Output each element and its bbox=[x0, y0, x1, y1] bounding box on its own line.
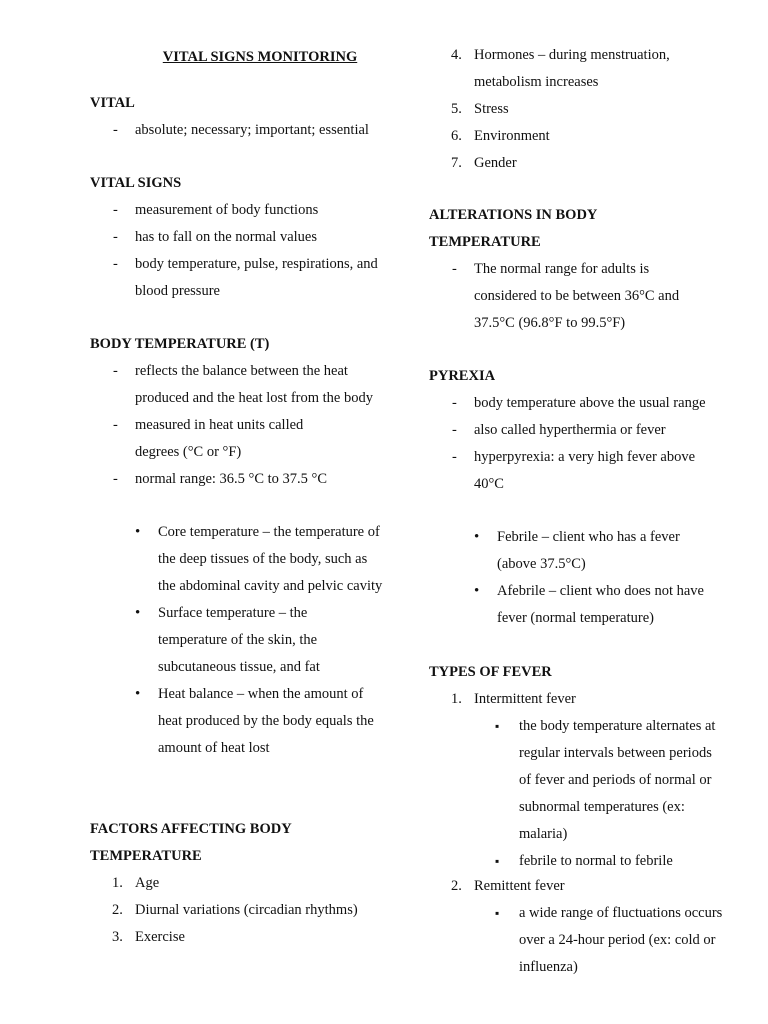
alterations-list bbox=[429, 256, 697, 337]
heading-body-temperature: BODY TEMPERATURE (T) bbox=[90, 336, 270, 352]
list-item: • Surface temperature – the temperature of the skin, the subcutaneous tissue, and fat bbox=[90, 600, 386, 681]
list-item: 6. Environment bbox=[451, 128, 550, 144]
heading-alterations-line1: ALTERATIONS IN BODY bbox=[429, 207, 598, 223]
vital-list bbox=[90, 117, 390, 144]
list-item: 1. Intermittent fever bbox=[451, 691, 576, 707]
list-item: 5. Stress bbox=[451, 101, 509, 117]
heading-types-of-fever: TYPES OF FEVER bbox=[429, 664, 552, 680]
list-item: - measurement of body functions bbox=[90, 197, 385, 224]
pyrexia-list bbox=[429, 390, 729, 498]
list-item: - absolute; necessary; important; essential bbox=[90, 117, 390, 144]
list-item: - hyperpyrexia: a very high fever above 40°C bbox=[429, 444, 729, 498]
list-item: ▪ the body temperature alternates at regular intervals between periods of fever and periods of normal or subnormal temperatures (ex: malaria) bbox=[429, 713, 729, 848]
list-item: • Afebrile – client who does not have fever (normal temperature) bbox=[429, 578, 719, 632]
document-title: VITAL SIGNS MONITORING bbox=[162, 49, 358, 65]
list-item: 2. Diurnal variations (circadian rhythms) bbox=[112, 902, 358, 918]
list-item: 4. Hormones – during menstruation, metabolism increases bbox=[451, 47, 670, 90]
list-item: ▪ febrile to normal to febrile bbox=[429, 848, 729, 875]
body-temperature-list bbox=[90, 358, 390, 493]
heading-vital-signs: VITAL SIGNS bbox=[90, 175, 182, 191]
list-item: - has to fall on the normal values bbox=[90, 224, 385, 251]
types-list-2 bbox=[429, 873, 729, 900]
list-item: - body temperature, pulse, respirations, and blood pressure bbox=[90, 251, 385, 305]
list-item: • Febrile – client who has a fever (above 37.5°C) bbox=[429, 524, 719, 578]
factors-continued-list bbox=[429, 42, 694, 177]
list-item: - body temperature above the usual range bbox=[429, 390, 729, 417]
temperature-definitions-list bbox=[90, 519, 386, 762]
heading-factors-line1: FACTORS AFFECTING BODY bbox=[90, 821, 292, 837]
fever-status-list bbox=[429, 524, 719, 632]
list-item: 7. Gender bbox=[451, 155, 517, 171]
list-item: - normal range: 36.5 °C to 37.5 °C bbox=[90, 466, 390, 493]
heading-alterations-line2: TEMPERATURE bbox=[429, 234, 541, 250]
list-item: - reflects the balance between the heat produced and the heat lost from the body bbox=[90, 358, 390, 412]
list-item: 3. Exercise bbox=[112, 929, 185, 945]
heading-factors-line2: TEMPERATURE bbox=[90, 848, 202, 864]
list-item: - The normal range for adults is considered to be between 36°C and 37.5°C (96.8°F to 99.5°F) bbox=[429, 256, 697, 337]
list-item: - also called hyperthermia or fever bbox=[429, 417, 729, 444]
heading-pyrexia: PYREXIA bbox=[429, 368, 496, 384]
list-item: • Heat balance – when the amount of heat produced by the body equals the amount of heat lost bbox=[90, 681, 386, 762]
vital-signs-list bbox=[90, 197, 385, 305]
list-item: - measured in heat units called degrees (°C or °F) bbox=[90, 412, 390, 466]
intermittent-sublist bbox=[429, 713, 729, 875]
list-item: • Core temperature – the temperature of the deep tissues of the body, such as the abdominal cavity and pelvic cavity bbox=[90, 519, 386, 600]
remittent-sublist bbox=[429, 900, 729, 981]
heading-vital: VITAL bbox=[90, 95, 135, 111]
factors-list bbox=[90, 870, 390, 951]
list-item: 1. Age bbox=[112, 875, 160, 891]
types-list-1 bbox=[429, 686, 729, 713]
list-item: 2. Remittent fever bbox=[451, 878, 565, 894]
list-item: ▪ a wide range of fluctuations occurs over a 24-hour period (ex: cold or influenza) bbox=[429, 900, 729, 981]
